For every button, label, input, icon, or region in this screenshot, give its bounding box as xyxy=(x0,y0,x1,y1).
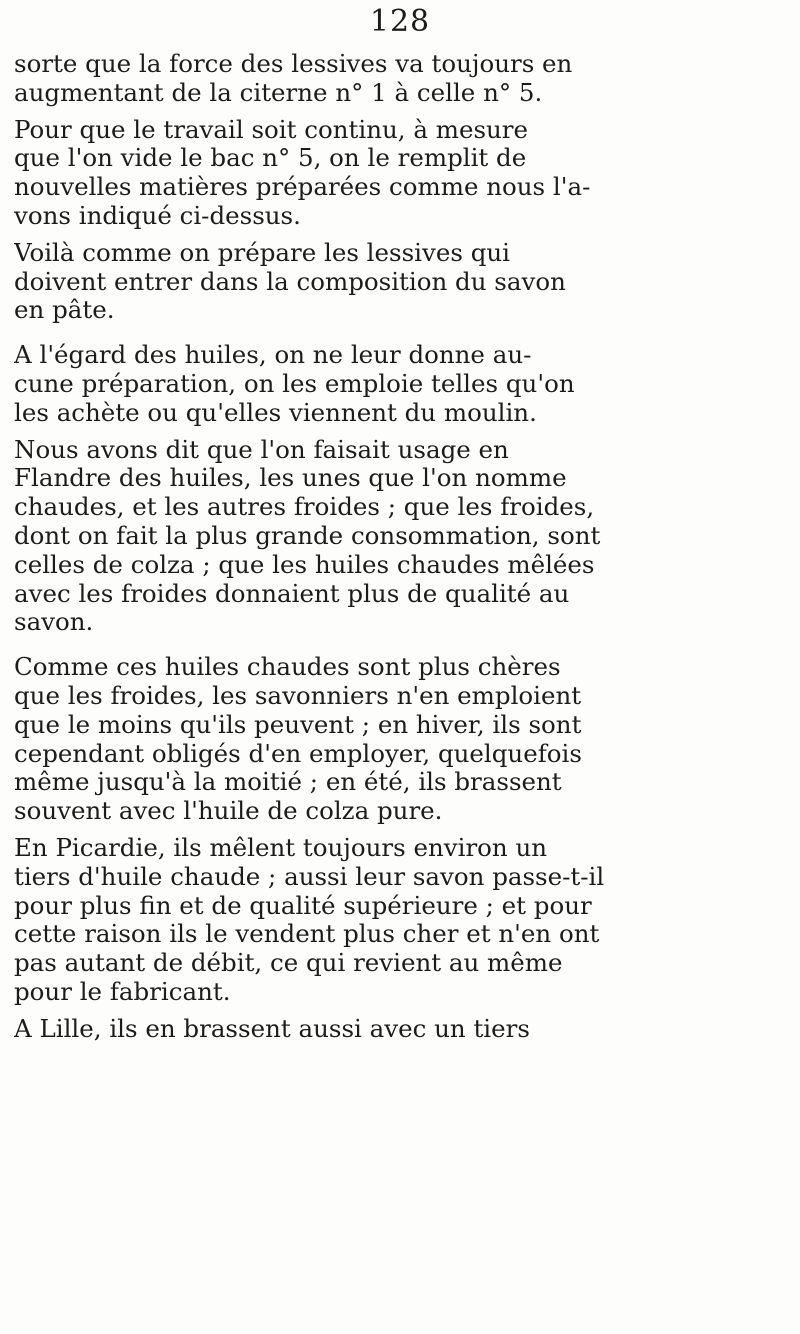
paragraph xyxy=(14,834,790,1007)
text-line: nouvelles matières préparées comme nous l'a- xyxy=(14,173,591,202)
text-line: que les froides, les savonniers n'en emploient xyxy=(14,681,582,710)
paragraph xyxy=(14,341,790,427)
text-line: dont on fait la plus grande consommation, sont xyxy=(14,521,601,550)
text-line: avec les froides donnaient plus de qualité au xyxy=(14,579,570,608)
paragraph xyxy=(14,1015,790,1044)
text-line: cette raison ils le vendent plus cher et n'en ont xyxy=(14,920,600,949)
text-line: En Picardie, ils mêlent toujours environ un xyxy=(14,833,548,862)
text-line: que l'on vide le bac n° 5, on le remplit de xyxy=(14,144,527,173)
text-line: vons indiqué ci-dessus. xyxy=(14,201,301,230)
text-line: chaudes, et les autres froides ; que les froides, xyxy=(14,493,595,522)
text-line: Voilà comme on prépare les lessives qui xyxy=(14,238,510,267)
text-line: pour plus fin et de qualité supérieure ; et pour xyxy=(14,891,592,920)
paragraph xyxy=(14,116,790,231)
text-line: que le moins qu'ils peuvent ; en hiver, ils sont xyxy=(14,710,582,739)
body-text xyxy=(14,50,790,1044)
text-line: sorte que la force des lessives va toujours en xyxy=(14,50,573,78)
text-line: cependant obligés d'en employer, quelquefois xyxy=(14,739,582,768)
text-line: augmentant de la citerne n° 1 à celle n° 5. xyxy=(14,78,543,107)
text-line: A l'égard des huiles, on ne leur donne au- xyxy=(14,341,532,370)
paragraph xyxy=(14,50,790,108)
page-number: 128 xyxy=(369,4,431,39)
text-line: Pour que le travail soit continu, à mesure xyxy=(14,115,529,144)
text-line: pas autant de débit, ce qui revient au même xyxy=(14,949,563,978)
text-line: en pâte. xyxy=(14,296,115,325)
text-line: Comme ces huiles chaudes sont plus chères xyxy=(14,653,561,682)
paragraph xyxy=(14,653,790,826)
text-line: savon. xyxy=(14,608,94,637)
text-line: même jusqu'à la moitié ; en été, ils brassent xyxy=(14,768,562,797)
text-line: cune préparation, on les emploie telles qu'on xyxy=(14,369,575,398)
text-line: les achète ou qu'elles viennent du moulin. xyxy=(14,398,537,427)
text-line: tiers d'huile chaude ; aussi leur savon passe-t-il xyxy=(14,862,605,891)
text-line: celles de colza ; que les huiles chaudes mêlées xyxy=(14,550,595,579)
text-line: souvent avec l'huile de colza pure. xyxy=(14,797,443,826)
text-line: pour le fabricant. xyxy=(14,977,231,1006)
text-line: A Lille, ils en brassent aussi avec un tiers xyxy=(14,1014,530,1043)
text-line: doivent entrer dans la composition du savon xyxy=(14,267,566,296)
text-line: Nous avons dit que l'on faisait usage en xyxy=(14,435,509,464)
paragraph xyxy=(14,239,790,325)
paragraph xyxy=(14,436,790,638)
text-line: Flandre des huiles, les unes que l'on nomme xyxy=(14,464,567,493)
